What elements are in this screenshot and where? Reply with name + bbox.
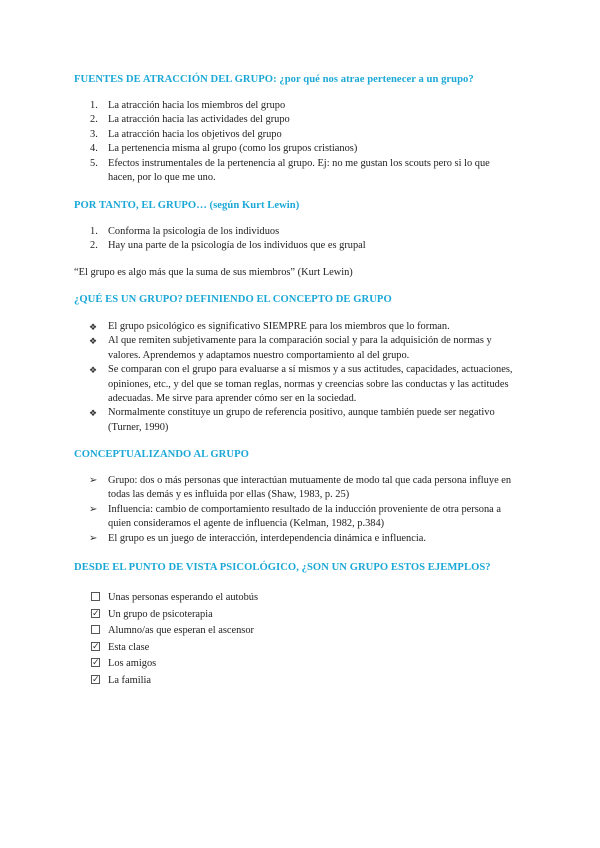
list-item xyxy=(0,532,518,546)
heading-que-es-un-grupo: ¿QUÉ ES UN GRUPO? DEFINIENDO EL CONCEPTO DE GRUPO xyxy=(74,294,392,305)
list-item-text: La atracción hacia los objetivos del grupo xyxy=(108,128,282,140)
checklist-item-text: Alumno/as que esperan el ascensor xyxy=(108,625,254,637)
checklist-item-text: Un grupo de psicoterapia xyxy=(108,608,213,620)
list-item-text: La atracción hacia los miembros del grupo xyxy=(108,100,286,111)
heading-fuentes-atraccion: FUENTES DE ATRACCIÓN DEL GRUPO: ¿por qué nos atrae pertenecer a un grupo? xyxy=(74,74,474,85)
checklist-item-text: Los amigos xyxy=(108,658,157,670)
list-item-text: Grupo: dos o más personas que interactúan mutuamente de modo tal que cada persona influye en todas las demás y es influida por ellas (Shaw, 1983, p. 25) xyxy=(108,475,512,501)
list-item-text: Se comparan con el grupo para evaluarse a sí mismos y a sus actitudes, capacidades, actuaciones, opiniones, etc., y del que se toman reglas, normas y creencias sobre las conductas y las actitudes adecuadas. Me sirve para aprender cómo ser en la sociedad. xyxy=(108,364,513,405)
diamond-bullet-icon: ❖ xyxy=(89,408,98,419)
checklist-item-text: Unas personas esperando el autobús xyxy=(108,592,259,603)
list-item xyxy=(0,334,518,363)
bullet-list-que-es xyxy=(0,320,518,435)
list-item-text: Normalmente constituye un grupo de referencia positivo, aunque también puede ser negativo (Turner, 1990) xyxy=(108,407,495,433)
checklist-item xyxy=(0,623,518,640)
arrow-bullet-icon: ➢ xyxy=(89,532,98,544)
heading-conceptualizando: CONCEPTUALIZANDO AL GRUPO xyxy=(74,449,249,460)
list-item xyxy=(0,113,518,127)
list-number: 3. xyxy=(90,128,98,140)
list-item-text: El grupo psicológico es significativo SIEMPRE para los miembros que lo forman. xyxy=(108,321,450,332)
list-item xyxy=(0,157,518,186)
list-item xyxy=(0,363,518,406)
list-item-text: El grupo es un juego de interacción, interdependencia dinámica e influencia. xyxy=(108,532,426,544)
checklist-item xyxy=(0,590,518,607)
list-item-text: Efectos instrumentales de la pertenencia al grupo. Ej: no me gustan los scouts pero si lo que hacen, por lo que me uno. xyxy=(108,157,490,184)
checklist-item-text: La familia xyxy=(108,674,151,686)
heading-ejemplos: DESDE EL PUNTO DE VISTA PSICOLÓGICO, ¿SON UN GRUPO ESTOS EJEMPLOS? xyxy=(74,562,491,573)
arrow-list-conceptualizando xyxy=(0,474,518,546)
list-number: 1. xyxy=(90,100,98,111)
numbered-list-por-tanto xyxy=(0,225,518,254)
checkbox[interactable]: ✓ xyxy=(92,658,100,669)
list-item-text: Conforma la psicología de los individuos xyxy=(108,226,280,237)
numbered-list-fuentes xyxy=(0,99,518,185)
list-item-text: Influencia: cambio de comportamiento resultado de la inducción proveniente de otra persona a quien consideramos el agente de influencia (Kelman, 1982, p.384) xyxy=(108,503,501,530)
arrow-bullet-icon: ➢ xyxy=(89,503,98,515)
list-item xyxy=(0,320,518,334)
list-item xyxy=(0,503,518,532)
list-number: 2. xyxy=(90,114,98,126)
list-item xyxy=(0,99,518,113)
list-item-text: Hay una parte de la psicología de los individuos que es grupal xyxy=(108,240,366,252)
checklist-ejemplos xyxy=(0,590,518,690)
diamond-bullet-icon: ❖ xyxy=(89,365,98,376)
arrow-bullet-icon: ➢ xyxy=(89,475,98,486)
checklist-item xyxy=(0,607,518,624)
list-item-text: Al que remiten subjetivamente para la comparación social y para la adquisición de normas y valores. Aprendemos y adaptamos nuestro comportamiento al del grupo. xyxy=(108,335,492,361)
checkbox[interactable] xyxy=(91,625,100,634)
list-item-text: La atracción hacia las actividades del grupo xyxy=(108,114,290,126)
checkbox[interactable]: ✓ xyxy=(92,641,100,652)
list-number: 2. xyxy=(90,240,98,252)
lewin-quote: “El grupo es algo más que la suma de sus miembros” (Kurt Lewin) xyxy=(74,267,353,278)
list-number: 4. xyxy=(90,143,98,155)
checkbox[interactable] xyxy=(91,592,100,601)
list-item xyxy=(0,225,518,239)
diamond-bullet-icon: ❖ xyxy=(89,336,98,347)
list-item xyxy=(0,142,518,156)
list-item xyxy=(0,239,518,253)
list-item xyxy=(0,474,518,503)
list-number: 5. xyxy=(90,157,98,169)
diamond-bullet-icon: ❖ xyxy=(89,322,98,332)
list-number: 1. xyxy=(90,226,98,237)
list-item-text: La pertenencia misma al grupo (como los grupos cristianos) xyxy=(108,143,358,155)
checklist-item xyxy=(0,640,518,657)
list-item xyxy=(0,128,518,142)
checklist-item xyxy=(0,673,518,690)
list-item xyxy=(0,406,518,435)
checklist-item xyxy=(0,656,518,673)
heading-por-tanto: POR TANTO, EL GRUPO… (según Kurt Lewin) xyxy=(74,200,300,211)
checklist-item-text: Esta clase xyxy=(108,641,150,653)
checkbox[interactable]: ✓ xyxy=(92,674,100,685)
checkbox[interactable]: ✓ xyxy=(92,608,100,619)
